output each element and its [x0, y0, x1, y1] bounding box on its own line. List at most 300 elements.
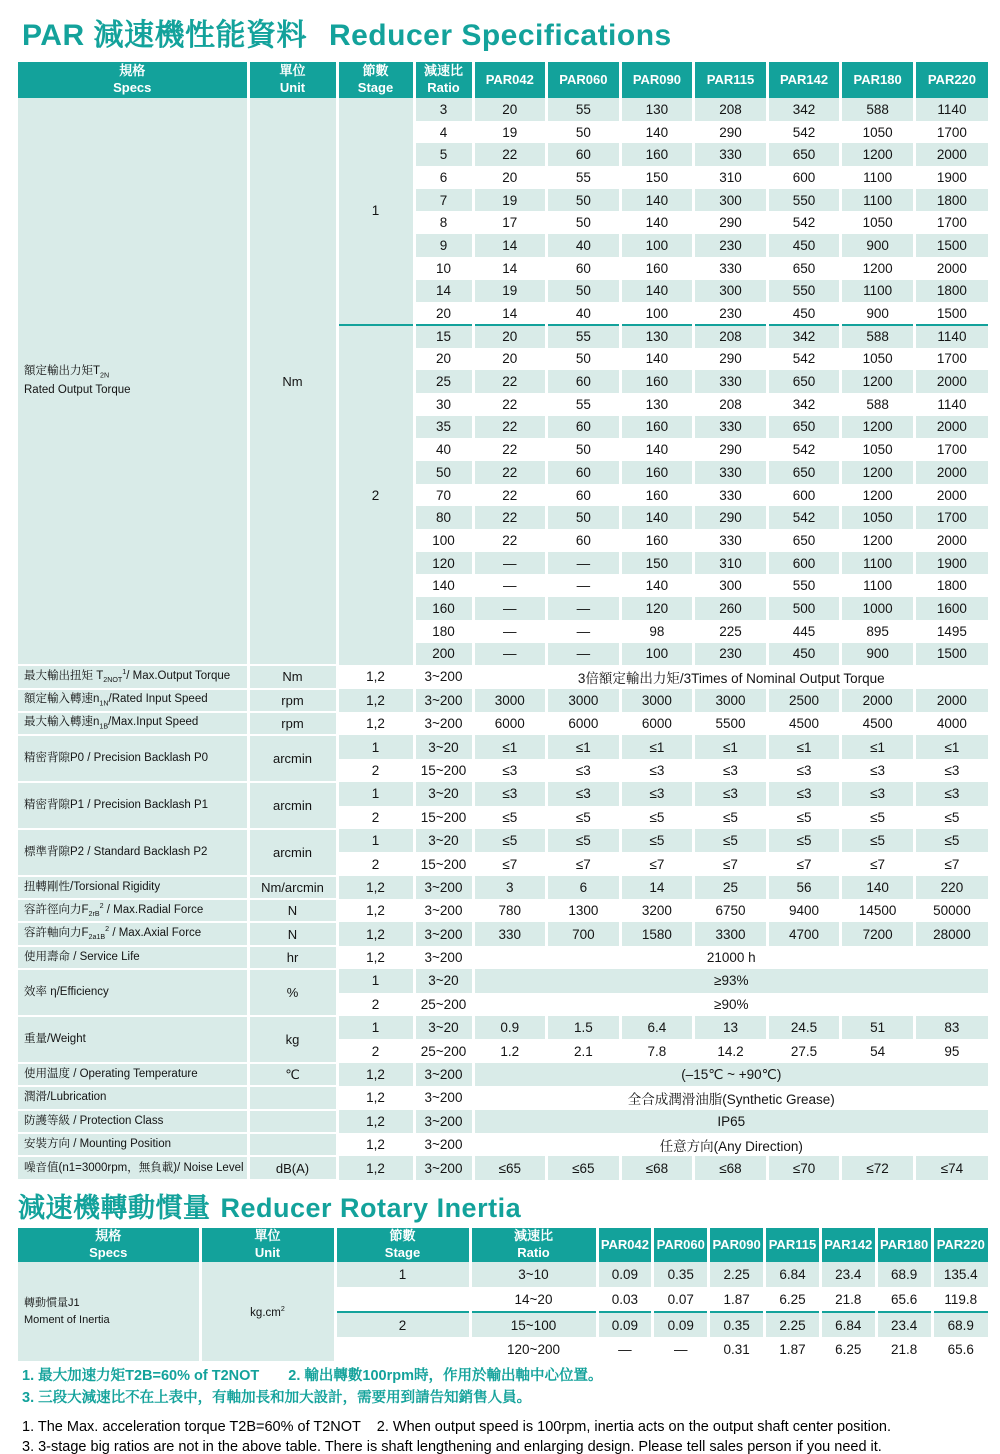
span-value-cell: IP65	[473, 1110, 988, 1133]
value-cell: 22	[473, 461, 547, 484]
value-cell: 1800	[914, 280, 988, 303]
value-cell: 330	[694, 416, 768, 439]
value-cell: 24.5	[767, 1016, 841, 1039]
footnote-zh-1: 1. 最大加速力矩T2B=60% of T2NOT 2. 輸出轉數100rpm時，作用於輸出軸中心位置。	[22, 1368, 603, 1384]
value-cell: 1100	[841, 280, 915, 303]
unit-cell: rpm	[248, 689, 337, 712]
value-cell: 1100	[841, 552, 915, 575]
value-cell: ≤1	[620, 735, 694, 758]
value-cell: 330	[694, 529, 768, 552]
value-cell: 445	[767, 620, 841, 643]
reducer-specifications-table	[18, 62, 988, 1181]
value-cell: 1700	[914, 121, 988, 144]
value-cell: ≤3	[694, 782, 768, 805]
ratio-cell: 3~200	[414, 689, 473, 712]
value-cell: —	[473, 574, 547, 597]
spec-label: 容許軸向力$F_{2a1B}^2$ / Max.Axial Force	[18, 922, 248, 945]
stage-cell: 2	[337, 1039, 414, 1062]
col-header-unit: 單位 Unit	[248, 62, 337, 98]
spec-row	[18, 829, 988, 852]
value-cell: 542	[767, 121, 841, 144]
span-value-cell: ≥90%	[473, 993, 988, 1016]
ratio-cell: 30	[414, 393, 473, 416]
spec-label: 轉動慣量J1 Moment of Inertia	[18, 1262, 200, 1362]
value-cell: ≤65	[473, 1156, 547, 1179]
value-cell: 1050	[841, 438, 915, 461]
unit-cell	[248, 1086, 337, 1109]
value-cell: ≤1	[767, 735, 841, 758]
col-header-model: PAR090	[709, 1228, 765, 1262]
value-cell: 1200	[841, 416, 915, 439]
value-cell: 130	[620, 98, 694, 121]
value-cell: 230	[694, 234, 768, 257]
value-cell: 310	[694, 552, 768, 575]
value-cell: 1500	[914, 643, 988, 666]
value-cell: 140	[620, 280, 694, 303]
col-header-ratio: 減速比 Ratio	[470, 1228, 597, 1262]
value-cell: 160	[620, 416, 694, 439]
value-cell: 542	[767, 438, 841, 461]
value-cell: ≤72	[841, 1156, 915, 1179]
ratio-cell: 180	[414, 620, 473, 643]
value-cell: 9400	[767, 899, 841, 922]
col-header-model: PAR142	[767, 62, 841, 98]
unit-cell: ℃	[248, 1063, 337, 1086]
value-cell: 14	[473, 234, 547, 257]
ratio-cell: 15~200	[414, 759, 473, 782]
value-cell: 1.87	[709, 1287, 765, 1312]
value-cell: 25	[694, 876, 768, 899]
col-header-model: PAR042	[597, 1228, 653, 1262]
value-cell: 342	[767, 325, 841, 348]
value-cell: —	[547, 597, 621, 620]
unit-cell: dB(A)	[248, 1156, 337, 1179]
value-cell: 22	[473, 438, 547, 461]
col-header-model: PAR060	[547, 62, 621, 98]
value-cell: ≤3	[767, 782, 841, 805]
spec-label: 效率 η/Efficiency	[18, 969, 248, 1016]
value-cell: ≤3	[914, 759, 988, 782]
value-cell: 19	[473, 189, 547, 212]
value-cell: 22	[473, 506, 547, 529]
value-cell: 900	[841, 643, 915, 666]
footnote-zh-2: 3. 三段大減速比不在上表中，有軸加長和加大設計，需要用到請告知銷售人員。	[22, 1389, 532, 1406]
ratio-cell: 3~200	[414, 665, 473, 688]
stage-cell: 1	[337, 969, 414, 992]
value-cell: ≤5	[473, 806, 547, 829]
value-cell: 4700	[767, 922, 841, 945]
stage-cell: 2	[335, 1312, 470, 1337]
unit-cell: N	[248, 899, 337, 922]
col-header-model: PAR115	[694, 62, 768, 98]
value-cell: ≤3	[841, 759, 915, 782]
page-title-en: Reducer Specifications	[328, 19, 672, 52]
spec-label: 精密背隙P1 / Precision Backlash P1	[18, 782, 248, 829]
stage-cell: 1	[337, 829, 414, 852]
value-cell: 68.9	[876, 1262, 932, 1287]
value-cell: 208	[694, 98, 768, 121]
value-cell: 542	[767, 506, 841, 529]
ratio-cell: 6	[414, 166, 473, 189]
ratio-cell: 3~10	[470, 1262, 597, 1287]
value-cell: 600	[767, 484, 841, 507]
ratio-cell: 9	[414, 234, 473, 257]
spec-row	[18, 876, 988, 899]
value-cell: 7.8	[620, 1039, 694, 1062]
value-cell: 14500	[841, 899, 915, 922]
value-cell: 22	[473, 416, 547, 439]
value-cell: 230	[694, 302, 768, 325]
span-value-cell: 3倍額定輸出力矩/3Times of Nominal Output Torque	[473, 665, 988, 688]
value-cell: ≤1	[841, 735, 915, 758]
value-cell: ≤5	[547, 806, 621, 829]
value-cell: 1.5	[547, 1016, 621, 1039]
value-cell: 60	[547, 143, 621, 166]
ratio-cell: 7	[414, 189, 473, 212]
ratio-cell: 120	[414, 552, 473, 575]
span-value-cell: 全合成潤滑油脂(Synthetic Grease)	[473, 1086, 988, 1109]
value-cell: 4500	[841, 712, 915, 735]
ratio-cell: 3~200	[414, 876, 473, 899]
value-cell: 2.25	[765, 1312, 821, 1337]
value-cell: 0.35	[653, 1262, 709, 1287]
page-title-zh: PAR 減速機性能資料	[22, 19, 307, 52]
spec-row	[18, 735, 988, 758]
value-cell: 260	[694, 597, 768, 620]
value-cell: ≤3	[473, 782, 547, 805]
value-cell: 40	[547, 234, 621, 257]
value-cell: ≤5	[620, 829, 694, 852]
value-cell: 4500	[767, 712, 841, 735]
stage-cell: 2	[337, 993, 414, 1016]
value-cell: 50	[547, 189, 621, 212]
value-cell: 2000	[914, 484, 988, 507]
value-cell: —	[473, 620, 547, 643]
value-cell: 22	[473, 143, 547, 166]
ratio-cell: 15~200	[414, 852, 473, 875]
value-cell: ≤5	[914, 806, 988, 829]
value-cell: 55	[547, 325, 621, 348]
stage-cell: 1,2	[337, 689, 414, 712]
value-cell: 895	[841, 620, 915, 643]
value-cell: —	[473, 643, 547, 666]
value-cell: 150	[620, 552, 694, 575]
spec-row	[18, 665, 988, 688]
value-cell: 342	[767, 393, 841, 416]
col-header-model: PAR220	[914, 62, 988, 98]
spec-row	[18, 689, 988, 712]
value-cell: ≤5	[841, 806, 915, 829]
stage-cell: 1,2	[337, 665, 414, 688]
value-cell: 650	[767, 416, 841, 439]
value-cell: 65.6	[876, 1287, 932, 1312]
col-header-ratio: 減速比 Ratio	[414, 62, 473, 98]
value-cell: 208	[694, 325, 768, 348]
ratio-cell: 40	[414, 438, 473, 461]
stage-cell: 1	[337, 735, 414, 758]
spec-label: 安裝方向 / Mounting Position	[18, 1133, 248, 1156]
value-cell: 6.84	[765, 1262, 821, 1287]
value-cell: 160	[620, 529, 694, 552]
spec-table-body	[18, 98, 988, 1180]
spec-row	[18, 1110, 988, 1133]
value-cell: 98	[620, 620, 694, 643]
value-cell: 6.84	[820, 1312, 876, 1337]
value-cell: 900	[841, 234, 915, 257]
value-cell: 50	[547, 280, 621, 303]
spec-label: 噪音值(n1=3000rpm，無負載)/ Noise Level	[18, 1156, 248, 1179]
value-cell: 54	[841, 1039, 915, 1062]
value-cell: 1800	[914, 574, 988, 597]
value-cell: 6.25	[765, 1287, 821, 1312]
stage-cell: 2	[337, 759, 414, 782]
ratio-cell: 3~200	[414, 922, 473, 945]
value-cell: 60	[547, 529, 621, 552]
rotary-inertia-table	[18, 1228, 988, 1363]
value-cell: 5500	[694, 712, 768, 735]
value-cell: 3	[473, 876, 547, 899]
value-cell: 1140	[914, 98, 988, 121]
value-cell: 140	[620, 211, 694, 234]
ratio-cell: 20	[414, 302, 473, 325]
stage-cell: 1	[337, 98, 414, 325]
value-cell: 290	[694, 348, 768, 371]
ratio-cell: 14~20	[470, 1287, 597, 1312]
ratio-cell: 3~200	[414, 1156, 473, 1179]
unit-cell: arcmin	[248, 735, 337, 782]
value-cell: 27.5	[767, 1039, 841, 1062]
page-title	[22, 10, 672, 54]
spec-row	[18, 946, 988, 969]
ratio-cell: 14	[414, 280, 473, 303]
spec-label: 精密背隙P0 / Precision Backlash P0	[18, 735, 248, 782]
value-cell: 6750	[694, 899, 768, 922]
value-cell: 68.9	[932, 1312, 988, 1337]
value-cell: ≤3	[547, 782, 621, 805]
value-cell: 650	[767, 529, 841, 552]
value-cell: 21.8	[820, 1287, 876, 1312]
value-cell: 542	[767, 348, 841, 371]
value-cell: 1300	[547, 899, 621, 922]
value-cell: 588	[841, 393, 915, 416]
ratio-cell: 3~200	[414, 712, 473, 735]
unit-cell: arcmin	[248, 829, 337, 876]
stage-cell: 1,2	[337, 712, 414, 735]
spec-label: 扭轉剛性/Torsional Rigidity	[18, 876, 248, 899]
value-cell: 19	[473, 280, 547, 303]
value-cell: ≤7	[767, 852, 841, 875]
value-cell: ≤5	[620, 806, 694, 829]
value-cell: 6000	[473, 712, 547, 735]
spec-label: 使用温度 / Operating Temperature	[18, 1063, 248, 1086]
value-cell: 50	[547, 438, 621, 461]
value-cell: 2.25	[709, 1262, 765, 1287]
footnote-en-2: 3. 3-stage big ratios are not in the above table. There is shaft lengthening and enlarging design. Please tell sales person if you need it.	[22, 1438, 882, 1454]
spec-row	[18, 1016, 988, 1039]
value-cell: ≤70	[767, 1156, 841, 1179]
unit-cell: rpm	[248, 712, 337, 735]
value-cell: 330	[694, 461, 768, 484]
ratio-cell: 3~200	[414, 1063, 473, 1086]
value-cell: 130	[620, 325, 694, 348]
value-cell: 1000	[841, 597, 915, 620]
spec-row	[18, 1086, 988, 1109]
stage-cell: 1	[335, 1262, 470, 1287]
value-cell: ≤68	[694, 1156, 768, 1179]
value-cell: 225	[694, 620, 768, 643]
value-cell: 160	[620, 257, 694, 280]
value-cell: 60	[547, 370, 621, 393]
value-cell: 1050	[841, 506, 915, 529]
value-cell: 3300	[694, 922, 768, 945]
value-cell: ≤1	[473, 735, 547, 758]
inertia-title	[18, 1186, 521, 1225]
value-cell: 0.09	[597, 1262, 653, 1287]
value-cell: 2000	[914, 461, 988, 484]
inertia-title-zh: 減速機轉動慣量	[18, 1193, 211, 1223]
value-cell: 2000	[914, 689, 988, 712]
value-cell: ≤7	[620, 852, 694, 875]
ratio-cell: 15	[414, 325, 473, 348]
inertia-table-body	[18, 1262, 988, 1362]
ratio-cell: 3~20	[414, 735, 473, 758]
value-cell: ≤3	[473, 759, 547, 782]
value-cell: ≤3	[841, 782, 915, 805]
value-cell: 50	[547, 121, 621, 144]
value-cell: 1580	[620, 922, 694, 945]
value-cell: —	[547, 552, 621, 575]
value-cell: 120	[620, 597, 694, 620]
value-cell: 83	[914, 1016, 988, 1039]
value-cell: 20	[473, 325, 547, 348]
value-cell: 60	[547, 484, 621, 507]
col-header-model: PAR060	[653, 1228, 709, 1262]
value-cell: 1500	[914, 302, 988, 325]
value-cell: 3000	[473, 689, 547, 712]
value-cell: 2000	[914, 416, 988, 439]
value-cell: 20	[473, 166, 547, 189]
stage-cell: 1,2	[337, 1086, 414, 1109]
inertia-title-en: Reducer Rotary Inertia	[220, 1193, 522, 1223]
span-value-cell: (–15℃ ~ +90℃)	[473, 1063, 988, 1086]
spec-label: 容許徑向力$F_{2rB}^2$ / Max.Radial Force	[18, 899, 248, 922]
value-cell: 1140	[914, 325, 988, 348]
value-cell: 300	[694, 280, 768, 303]
unit-cell: N	[248, 922, 337, 945]
ratio-cell: 120~200	[470, 1337, 597, 1362]
value-cell: 0.09	[653, 1312, 709, 1337]
value-cell: 28000	[914, 922, 988, 945]
value-cell: ≤7	[473, 852, 547, 875]
stage-cell: 1	[337, 1016, 414, 1039]
value-cell: 50	[547, 506, 621, 529]
value-cell: 1.2	[473, 1039, 547, 1062]
stage-cell: 1,2	[337, 899, 414, 922]
ratio-cell: 3~200	[414, 1110, 473, 1133]
value-cell: 51	[841, 1016, 915, 1039]
value-cell: 0.35	[709, 1312, 765, 1337]
spec-label: 重量/Weight	[18, 1016, 248, 1063]
footnotes	[22, 1366, 984, 1454]
value-cell: 22	[473, 529, 547, 552]
value-cell: 1600	[914, 597, 988, 620]
value-cell: 342	[767, 98, 841, 121]
value-cell: 17	[473, 211, 547, 234]
value-cell: 2000	[914, 257, 988, 280]
value-cell: 160	[620, 143, 694, 166]
value-cell: 6	[547, 876, 621, 899]
value-cell: 290	[694, 438, 768, 461]
value-cell: 60	[547, 461, 621, 484]
value-cell: 140	[620, 348, 694, 371]
value-cell: 450	[767, 234, 841, 257]
value-cell: ≤1	[547, 735, 621, 758]
value-cell: ≤5	[914, 829, 988, 852]
col-header-model: PAR142	[820, 1228, 876, 1262]
stage-cell	[335, 1337, 470, 1362]
value-cell: 22	[473, 393, 547, 416]
value-cell: 140	[620, 574, 694, 597]
stage-cell: 1,2	[337, 1063, 414, 1086]
value-cell: 700	[547, 922, 621, 945]
value-cell: 40	[547, 302, 621, 325]
unit-cell: hr	[248, 946, 337, 969]
stage-cell: 1	[337, 782, 414, 805]
value-cell: 1050	[841, 121, 915, 144]
stage-cell: 1,2	[337, 876, 414, 899]
spec-row	[18, 969, 988, 992]
ratio-cell: 50	[414, 461, 473, 484]
value-cell: 550	[767, 189, 841, 212]
value-cell: 14	[473, 257, 547, 280]
value-cell: 1200	[841, 370, 915, 393]
value-cell: 450	[767, 302, 841, 325]
value-cell: 140	[620, 506, 694, 529]
col-header-model: PAR180	[876, 1228, 932, 1262]
spec-row	[18, 899, 988, 922]
value-cell: ≤7	[694, 852, 768, 875]
value-cell: 3200	[620, 899, 694, 922]
ratio-cell: 3~200	[414, 899, 473, 922]
value-cell: 0.03	[597, 1287, 653, 1312]
value-cell: 100	[620, 302, 694, 325]
value-cell: 65.6	[932, 1337, 988, 1362]
value-cell: 310	[694, 166, 768, 189]
value-cell: 2.1	[547, 1039, 621, 1062]
value-cell: 160	[620, 484, 694, 507]
value-cell: ≤7	[547, 852, 621, 875]
value-cell: 140	[841, 876, 915, 899]
value-cell: 900	[841, 302, 915, 325]
value-cell: —	[547, 620, 621, 643]
value-cell: 1700	[914, 506, 988, 529]
value-cell: ≤5	[767, 806, 841, 829]
value-cell: 21.8	[876, 1337, 932, 1362]
unit-cell: $kg.cm^2$	[200, 1262, 335, 1362]
value-cell: 50	[547, 211, 621, 234]
stage-cell: 1,2	[337, 946, 414, 969]
value-cell: 330	[694, 370, 768, 393]
value-cell: 1495	[914, 620, 988, 643]
value-cell: 3000	[694, 689, 768, 712]
spec-row	[18, 712, 988, 735]
stage-cell: 2	[337, 325, 414, 665]
value-cell: ≤1	[914, 735, 988, 758]
value-cell: 13	[694, 1016, 768, 1039]
ratio-cell: 3~20	[414, 1016, 473, 1039]
value-cell: 160	[620, 370, 694, 393]
value-cell: ≤68	[620, 1156, 694, 1179]
